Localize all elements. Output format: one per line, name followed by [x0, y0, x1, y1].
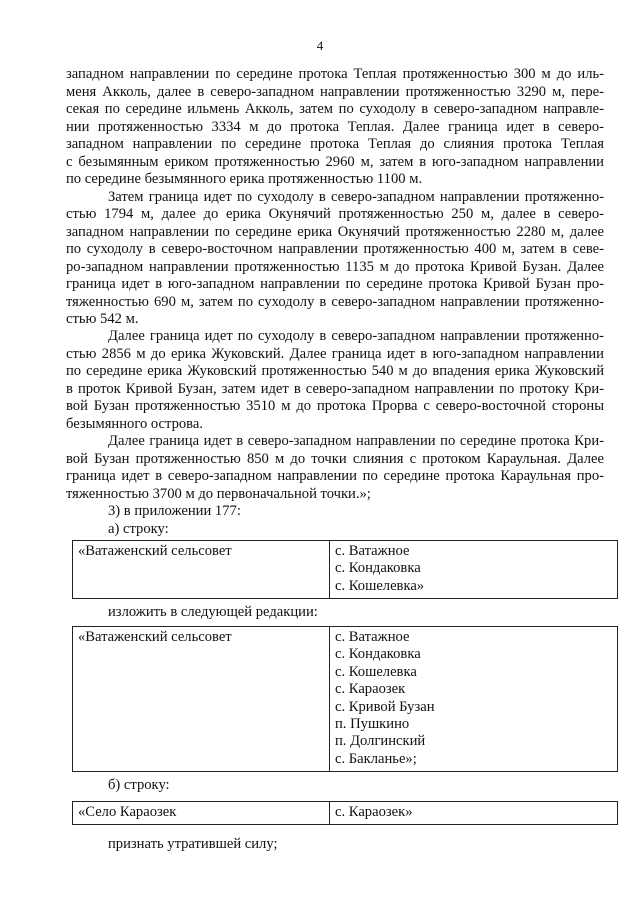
text-line: стью 2856 м до ерика Жуковский. Далее граница идет в юго-западном направлении [66, 346, 604, 362]
text-line: стью 1794 м, далее до ерика Окунячий протяженностью 250 м, далее в северо- [66, 206, 604, 222]
text-line: в проток Кривой Бузан, затем идет в северо-западном направлении по протоку Кри- [66, 381, 604, 397]
text-line: по суходолу в северо-восточном направлении протяженностью 400 м, затем в севе- [66, 241, 604, 257]
text-line: секая по середине ильмень Акколь, затем по суходолу в северо-западном направле- [66, 101, 604, 117]
table-cell-settlements [330, 627, 618, 772]
text-line: по середине безымянного ерика протяженностью 1100 м. [66, 171, 423, 187]
text-line: вой Бузан протяженностью 3510 м до протока Прорва с северо-восточной стороны [66, 398, 604, 414]
text-line: вой Бузан протяженностью 850 м до точки слияния с протоком Караульная. Далее [66, 451, 604, 467]
table-new-row [72, 626, 618, 772]
text-line: с безымянным ериком протяженностью 2960 м, затем в юго-западном направлении [66, 154, 604, 170]
settlement-item: п. Долгинский [335, 733, 426, 750]
settlement-item: с. Караозек» [335, 804, 413, 820]
municipality-name: «Село Караозек [78, 804, 177, 820]
table-cell-settlements [330, 802, 618, 825]
table-cell-settlements [330, 541, 618, 599]
text-line: безымянного острова. [66, 416, 204, 432]
text-line: тяженностью 3700 м до первоначальной точки.»; [66, 486, 371, 502]
text-line: по середине ерика Жуковский протяженностью 540 м до впадения ерика Жуковский [66, 363, 604, 379]
table-row [73, 802, 618, 825]
table-cell-municipality [73, 627, 330, 772]
settlement-item: с. Бакланье»; [335, 750, 417, 767]
text-line: стью 542 м. [66, 311, 139, 327]
text-line: Далее граница идет по суходолу в северо-западном направлении протяженно- [108, 328, 604, 344]
text-line: меня Акколь, далее в северо-западном направлении протяженностью 3290 м, пере- [66, 84, 604, 100]
text-line: Затем граница идет по суходолу в северо-западном направлении протяженно- [108, 189, 604, 205]
municipality-name: «Ватаженский сельсовет [78, 543, 232, 559]
table-cell-municipality [73, 541, 330, 599]
text-line: Далее граница идет в северо-западном направлении по середине протока Кри- [108, 433, 604, 449]
text-line: западном направлении по середине протока Теплая протяженностью 300 м до иль- [66, 66, 604, 82]
settlement-item: п. Пушкино [335, 716, 410, 733]
settlement-item: с. Кошелевка [335, 663, 417, 680]
item-a-heading: а) строку: [108, 521, 169, 537]
text-line: ро-западном направлении протяженностью 1135 м до протока Кривой Бузан. Далее [66, 259, 604, 275]
text-line: западном направлении по середине ерика Окунячий протяженностью 2280 м, далее [66, 224, 604, 240]
item-3-heading: 3) в приложении 177: [108, 503, 241, 519]
settlement-item: с. Караозек [335, 681, 406, 698]
settlement-item: с. Кривой Бузан [335, 698, 435, 715]
municipality-name: «Ватаженский сельсовет [78, 629, 232, 645]
settlement-item: с. Ватажное [335, 543, 410, 559]
text-line: граница идет в северо-западном направлении по середине протока Караульная про- [66, 468, 604, 484]
item-b-heading: б) строку: [108, 777, 170, 793]
text-line: нии протяженностью 3334 м до протока Теплая. Далее граница идет в северо- [66, 119, 604, 135]
settlement-item: с. Кондаковка [335, 646, 421, 663]
table-original-row [72, 540, 618, 599]
page-number: 4 [316, 38, 324, 53]
text-line: западном направлении по середине протока Теплая до слияния протока Теплая [66, 136, 604, 152]
table-row [73, 541, 618, 599]
settlement-item: с. Ватажное [335, 629, 410, 645]
table-repealed-row [72, 801, 618, 825]
text-line: граница идет в юго-западном направлении по середине протока Кривой Бузан про- [66, 276, 604, 292]
redaction-text: изложить в следующей редакции: [108, 604, 318, 620]
table-cell-municipality [73, 802, 330, 825]
settlement-item: с. Кондаковка [335, 560, 421, 577]
text-line: тяженностью 690 м, затем по суходолу в северо-западном направлении протяженно- [66, 294, 604, 310]
settlement-item: с. Кошелевка» [335, 577, 425, 594]
table-row [73, 627, 618, 772]
final-text: признать утратившей силу; [108, 836, 278, 852]
